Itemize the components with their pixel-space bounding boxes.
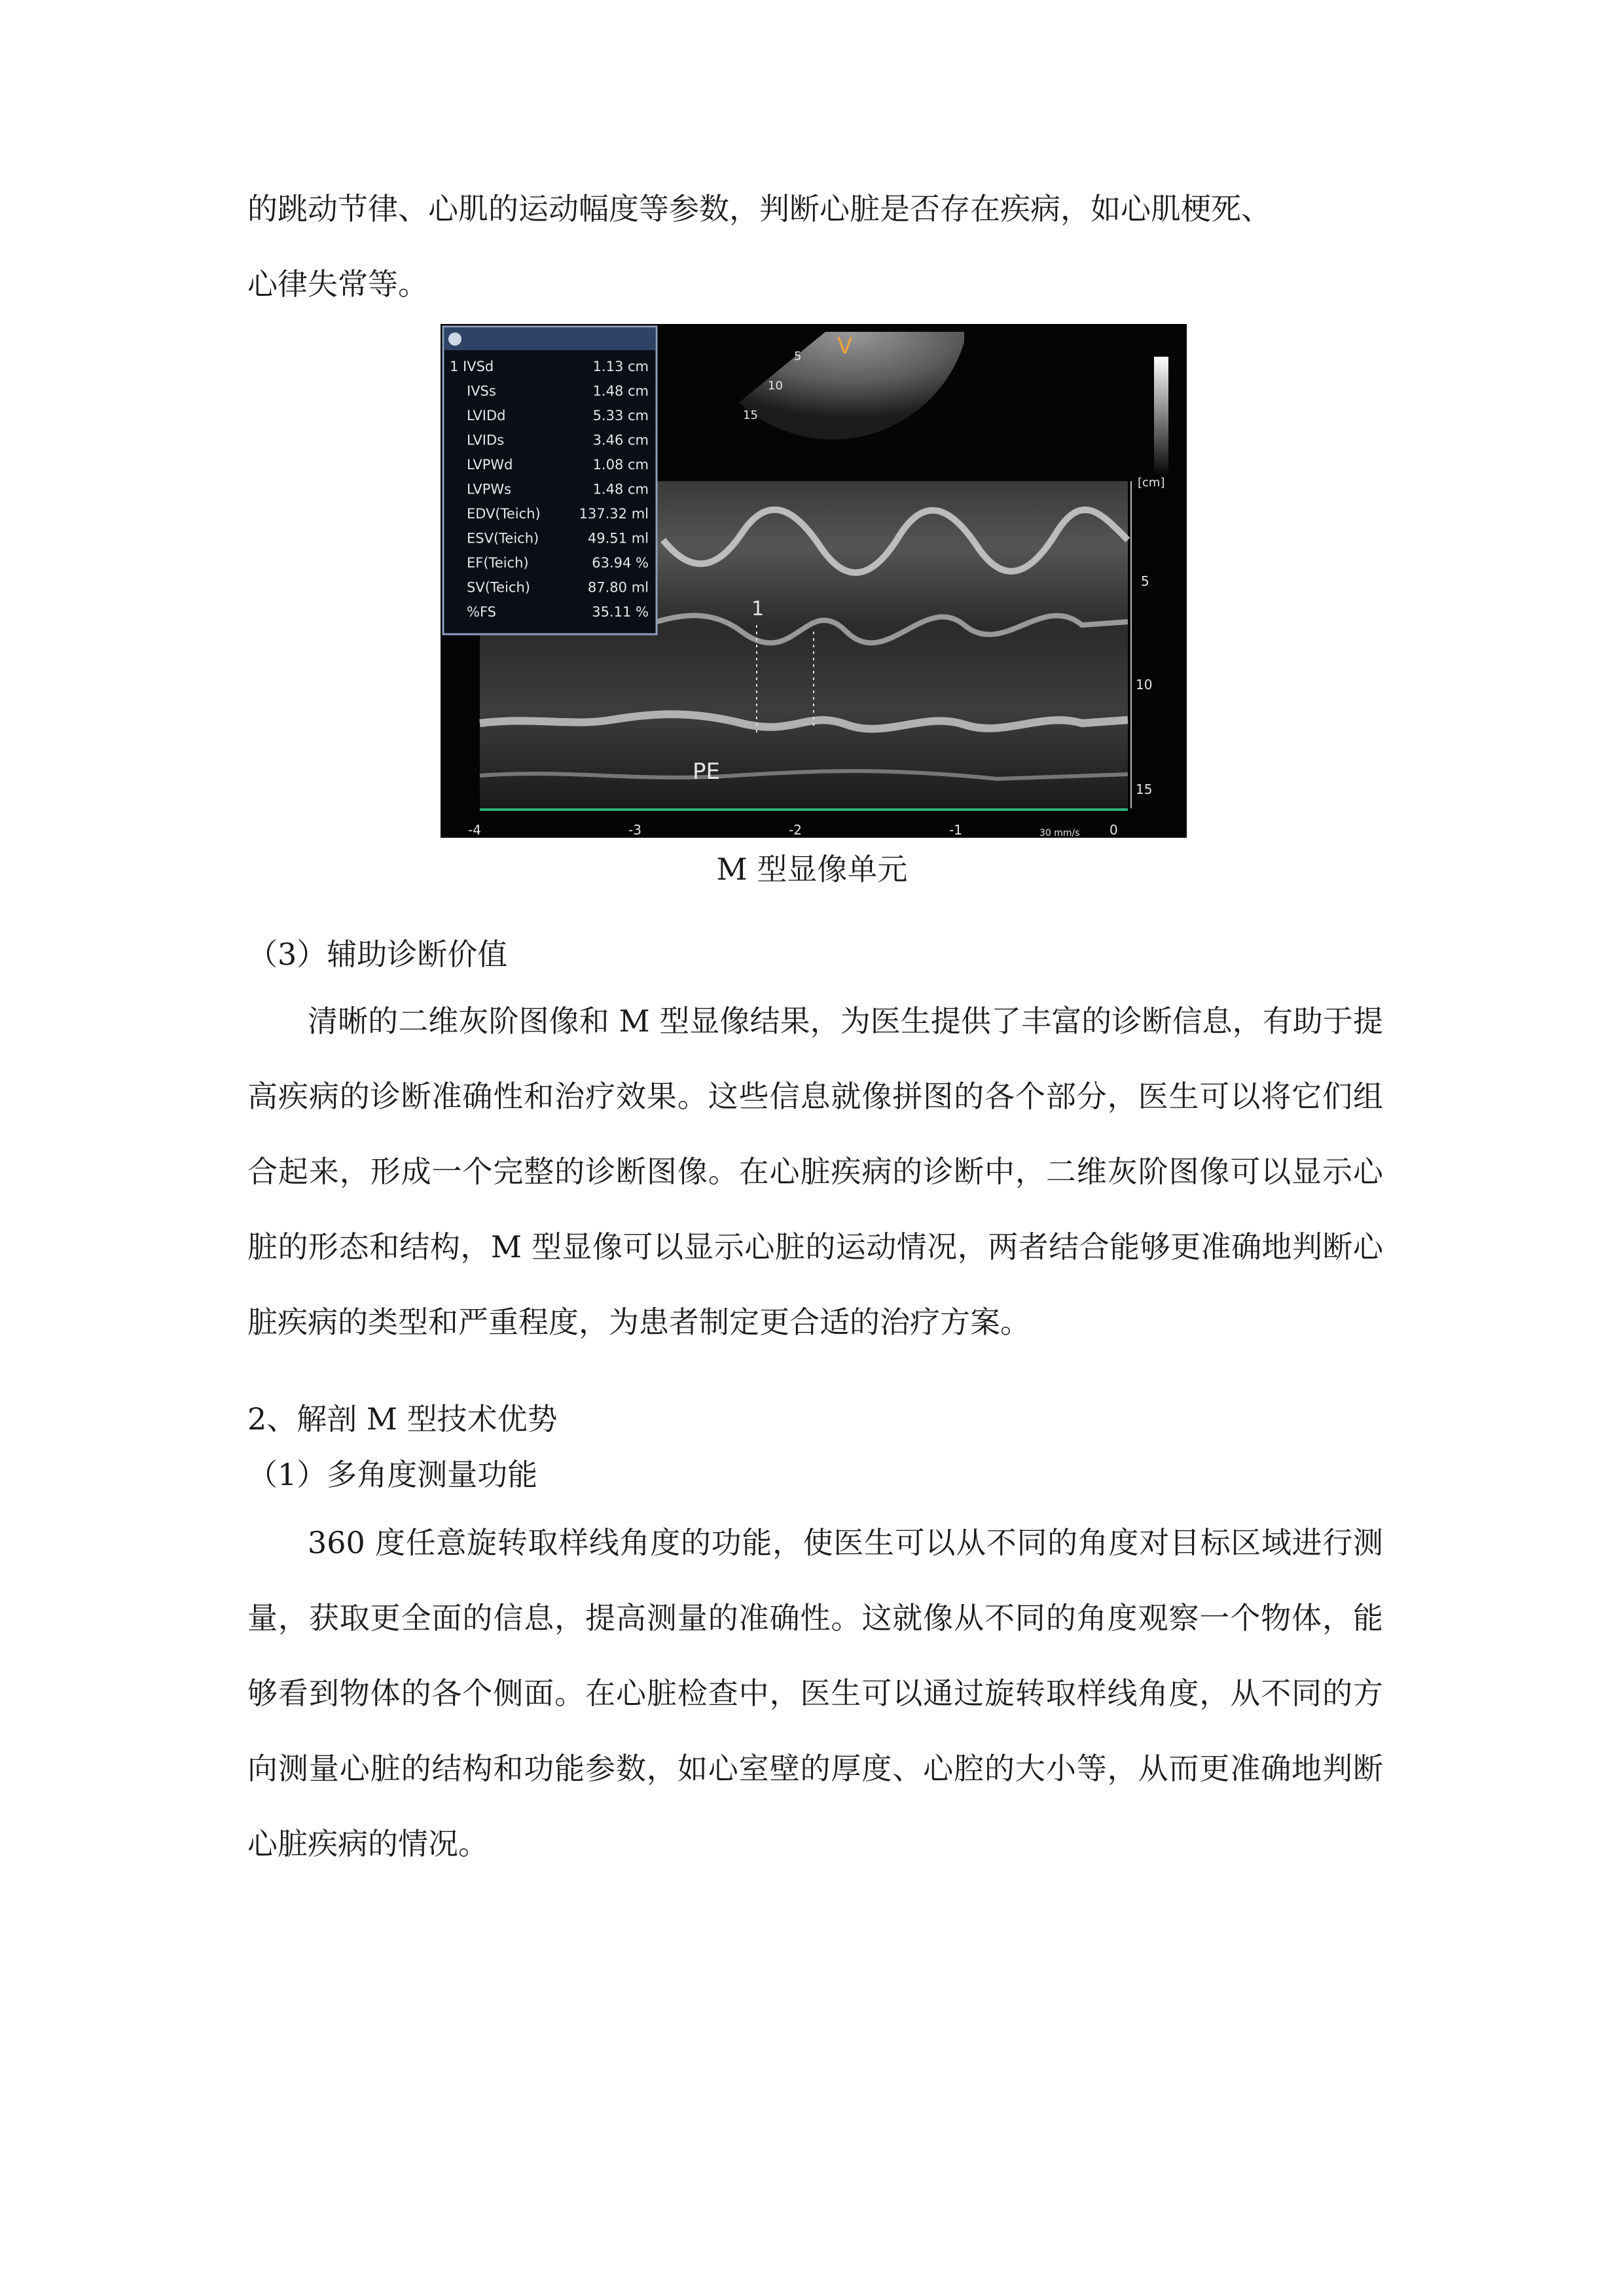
time-tick-neg1: -1 xyxy=(949,822,962,838)
measurement-label: LVPWd xyxy=(467,457,513,473)
measurement-label: ESV(Teich) xyxy=(467,530,539,547)
depth-tick-10: 10 xyxy=(1136,677,1153,692)
measurement-value: 5.33 cm xyxy=(592,408,649,423)
measurement-label: LVIDs xyxy=(467,432,505,448)
measurement-label: 1 IVSd xyxy=(450,359,494,374)
sector-depth-5: 5 xyxy=(794,350,802,363)
measurement-label: EDV(Teich) xyxy=(467,506,541,522)
measurement-value: 3.46 cm xyxy=(592,432,649,448)
depth-tick-15: 15 xyxy=(1136,781,1153,797)
paragraph-assist-value: 清晰的二维灰阶图像和 M 型显像结果，为医生提供了丰富的诊断信息，有助于提高疾病的诊断准确性和治疗效果。这些信息就像拼图的各个部分，医生可以将它们组合起来，形成一个完整的诊断图像。在心脏疾病的诊断中，二维灰阶图像可以显示心脏的形态和结构，M 型显像可以显示心脏的运动情况，两者结合能够更准确地判断心脏疾病的类型和严重程度，为患者制定更合适的治疗方案。 xyxy=(247,1003,1383,1340)
heading-assist-value: （3）辅助诊断价值 xyxy=(247,937,508,972)
marker-1: 1 xyxy=(751,598,765,620)
intro-line-1: 的跳动节律、心肌的运动幅度等参数，判断心脏是否存在疾病，如心肌梗死、 xyxy=(247,191,1271,226)
measurement-label: IVSs xyxy=(467,383,496,399)
measurement-value: 137.32 ml xyxy=(579,506,649,522)
measurement-label: EF(Teich) xyxy=(467,555,529,571)
measurement-value: 1.13 cm xyxy=(592,359,649,374)
intro-line-2: 心律失常等。 xyxy=(247,266,428,302)
sector-depth-15: 15 xyxy=(743,408,758,422)
time-tick-neg4: -4 xyxy=(468,822,481,838)
heading-multi-angle: （1）多角度测量功能 xyxy=(247,1457,538,1492)
grayscale-bar xyxy=(1154,357,1168,478)
depth-tick-5: 5 xyxy=(1141,573,1149,589)
measurement-value: 87.80 ml xyxy=(587,579,649,596)
measurement-panel-header xyxy=(444,328,655,350)
sector-marker: V xyxy=(837,333,853,359)
measurement-value: 1.48 cm xyxy=(592,383,649,399)
measurement-label: SV(Teich) xyxy=(467,579,530,596)
measurement-value: 63.94 % xyxy=(592,555,649,571)
heading-section-2: 2、解剖 M 型技术优势 xyxy=(247,1401,558,1437)
figure-caption: M 型显像单元 xyxy=(716,852,908,887)
panel-status-icon xyxy=(448,332,461,346)
time-tick-neg3: -3 xyxy=(628,822,641,838)
sector-depth-10: 10 xyxy=(768,379,783,393)
measurement-value: 35.11 % xyxy=(592,604,649,620)
measurement-value: 1.08 cm xyxy=(592,457,649,473)
pe-label: PE xyxy=(693,759,720,785)
measurement-label: %FS xyxy=(467,604,496,620)
measurement-value: 1.48 cm xyxy=(592,481,649,497)
measurement-label: LVIDd xyxy=(467,408,506,423)
paragraph-multi-angle: 360 度任意旋转取样线角度的功能，使医生可以从不同的角度对目标区域进行测量，获取更全面的信息，提高测量的准确性。这就像从不同的角度观察一个物体，能够看到物体的各个侧面。在心脏检查中，医生可以通过旋转取样线角度，从不同的方向测量心脏的结构和功能参数，如心室壁的厚度、心腔的大小等，从而更准确地判断心脏疾病的情况。 xyxy=(247,1525,1383,1861)
m-mode-ultrasound-figure xyxy=(441,324,1187,838)
sweep-speed: 30 mm/s xyxy=(1039,828,1080,838)
depth-unit: [cm] xyxy=(1138,476,1165,490)
measurement-label: LVPWs xyxy=(467,481,512,497)
time-tick-0: 0 xyxy=(1110,822,1118,838)
measurement-value: 49.51 ml xyxy=(587,530,649,547)
time-tick-neg2: -2 xyxy=(789,822,802,838)
